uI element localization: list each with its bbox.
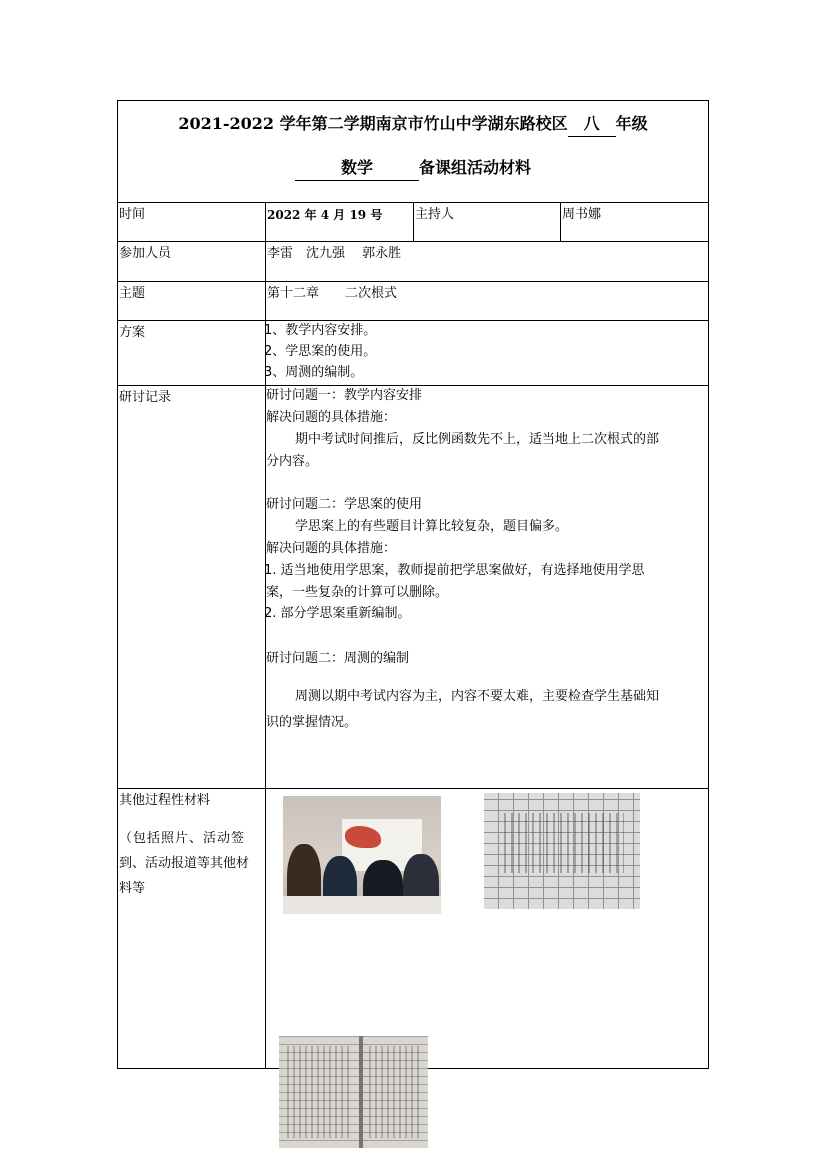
other-label: 其他过程性材料 — [119, 793, 211, 808]
discussion-line: 学思案上的有些题目计算比较复杂，题目偏多。 — [295, 519, 569, 534]
participants-value: 李雷 沈九强 郭永胜 — [267, 246, 402, 261]
time-label: 时间 — [119, 207, 146, 222]
host-label: 主持人 — [415, 207, 455, 222]
row-divider — [117, 281, 709, 282]
plan-label: 方案 — [119, 325, 146, 340]
meeting-photo — [283, 796, 441, 914]
discussion-line: 2. 部分学思案重新编制。 — [264, 606, 411, 621]
column-divider — [413, 202, 414, 241]
plan-item: 3、周测的编制。 — [264, 365, 364, 380]
subject-value: 数学 — [295, 156, 419, 181]
subtitle-suffix: 备课组活动材料 — [418, 158, 531, 177]
other-note-line: （包括照片、活动签 — [119, 831, 246, 846]
discussion-line: 识的掌握情况。 — [266, 715, 358, 730]
discussion-line: 案，一些复杂的计算可以删除。 — [266, 585, 449, 600]
discussion-line: 1. 适当地使用学思案，教师提前把学思案做好，有选择地使用学思 — [264, 563, 645, 578]
row-divider — [117, 241, 709, 242]
handwriting-shape — [287, 1046, 353, 1138]
discussion-label: 研讨记录 — [119, 390, 172, 405]
discussion-line: 研讨问题一：教学内容安排 — [266, 388, 423, 403]
notebook-photo — [279, 1036, 428, 1148]
discussion-line: 研讨问题二：学思案的使用 — [266, 497, 423, 512]
host-value: 周书娜 — [562, 207, 602, 222]
topic-label: 主题 — [119, 286, 146, 301]
topic-value: 第十二章 二次根式 — [267, 286, 398, 301]
discussion-line: 分内容。 — [266, 454, 319, 469]
time-value: 2022 年 4 月 19 号 — [267, 208, 383, 222]
column-divider — [560, 202, 561, 241]
discussion-line: 期中考试时间推后，反比例函数先不上，适当地上二次根式的部 — [295, 432, 660, 447]
handwriting-shape — [504, 813, 624, 873]
discussion-line: 解决问题的具体措施： — [266, 541, 397, 556]
participants-label: 参加人员 — [119, 246, 172, 261]
handwriting-shape — [369, 1046, 421, 1138]
discussion-line: 研讨问题二：周测的编制 — [266, 651, 410, 666]
discussion-line: 解决问题的具体措施： — [266, 410, 397, 425]
plan-item: 2、学思案的使用。 — [264, 344, 377, 359]
sign-in-sheet-photo — [484, 793, 640, 909]
desk-shape — [283, 896, 441, 914]
other-note-line: 到、活动报道等其他材 — [119, 856, 250, 871]
row-divider — [117, 320, 709, 321]
row-divider — [117, 788, 709, 789]
discussion-line: 周测以期中考试内容为主，内容不要太难，主要检查学生基础知 — [295, 689, 660, 704]
title-suffix: 年级 — [615, 114, 648, 133]
title-prefix: 2021-2022 学年第二学期南京市竹山中学湖东路校区 — [178, 114, 568, 133]
grade-value: 八 — [568, 112, 616, 137]
other-note-line: 料等 — [119, 881, 146, 896]
plan-item: 1、教学内容安排。 — [264, 323, 377, 338]
notebook-spine — [359, 1036, 363, 1148]
